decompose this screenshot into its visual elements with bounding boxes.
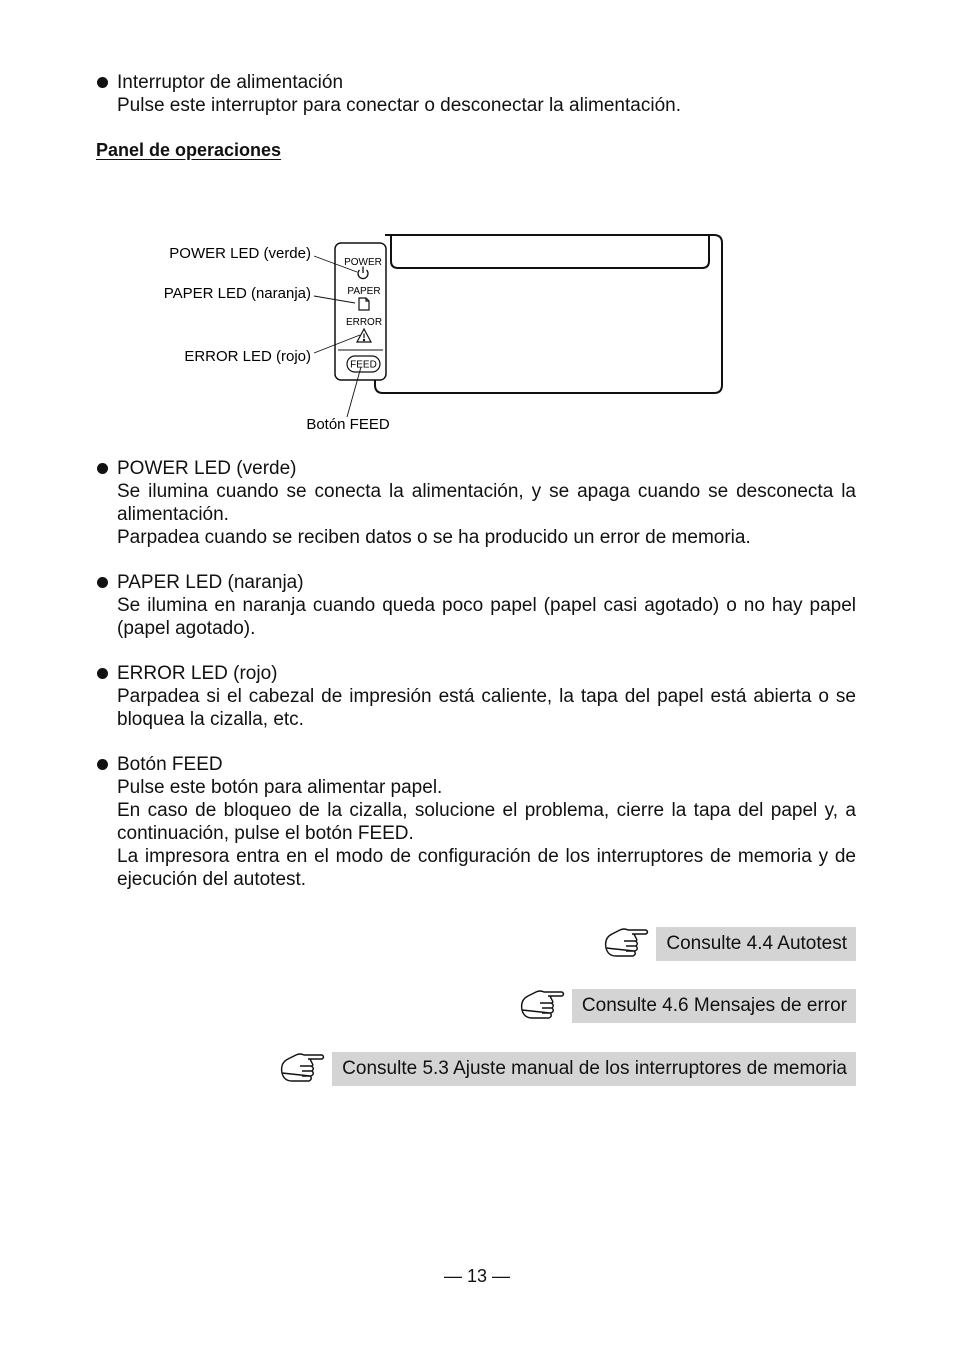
feed-button-text-1: Pulse este botón para alimentar papel. bbox=[117, 777, 443, 798]
power-led-text-1: Se ilumina cuando se conecta la alimentación, y se apaga cuando se desconecta la alimentación. bbox=[117, 481, 856, 525]
power-switch-title: Interruptor de alimentación bbox=[96, 71, 856, 94]
reference-memory-switches-label: Consulte 5.3 Ajuste manual de los interruptores de memoria bbox=[332, 1052, 856, 1086]
reference-memory-switches[interactable] bbox=[278, 1052, 856, 1086]
pointing-hand-icon bbox=[518, 988, 566, 1024]
printer-outline bbox=[375, 235, 722, 393]
error-led-description bbox=[96, 662, 856, 731]
power-led-text-2: Parpadea cuando se reciben datos o se ha producido un error de memoria. bbox=[117, 527, 751, 548]
power-switch-text: Pulse este interruptor para conectar o desconectar la alimentación. bbox=[117, 95, 681, 116]
feed-button-description bbox=[96, 753, 856, 891]
power-switch-description bbox=[96, 71, 856, 117]
reference-autotest-label: Consulte 4.4 Autotest bbox=[656, 927, 856, 961]
power-led-description bbox=[96, 457, 856, 549]
paper-led-text-1: Se ilumina en naranja cuando queda poco papel (papel casi agotado) o no hay papel (papel agotado). bbox=[117, 595, 856, 639]
feed-button-text-3: La impresora entra en el modo de configuración de los interruptores de memoria y de ejecución del autotest. bbox=[117, 846, 856, 890]
callout-feed-button: Botón FEED bbox=[306, 416, 390, 433]
power-led-title: POWER LED (verde) bbox=[96, 457, 856, 480]
pointing-hand-icon bbox=[278, 1051, 326, 1087]
error-led-text-1: Parpadea si el cabezal de impresión está caliente, la tapa del papel está abierta o se bloquea la cizalla, etc. bbox=[117, 686, 856, 730]
section-title: Panel de operaciones bbox=[96, 140, 282, 160]
callout-paper-led: PAPER LED (naranja) bbox=[163, 285, 311, 302]
pointing-hand-icon bbox=[602, 926, 650, 962]
feed-button-label: FEED bbox=[350, 359, 377, 371]
panel-label-paper: PAPER bbox=[347, 286, 381, 297]
feed-button-text-2: En caso de bloqueo de la cizalla, solucione el problema, cierre la tapa del papel y, a continuación, pulse el botón FEED. bbox=[117, 800, 856, 844]
panel-label-error: ERROR bbox=[345, 317, 383, 328]
paper-led-description bbox=[96, 571, 856, 640]
operation-panel-diagram bbox=[150, 225, 730, 440]
reference-autotest[interactable] bbox=[602, 927, 856, 961]
reference-error-messages[interactable] bbox=[518, 989, 856, 1023]
paper-led-title: PAPER LED (naranja) bbox=[96, 571, 856, 594]
feed-button-title: Botón FEED bbox=[96, 753, 856, 776]
callout-error-led: ERROR LED (rojo) bbox=[184, 348, 311, 365]
page-number: — 13 — bbox=[443, 1266, 511, 1286]
reference-error-messages-label: Consulte 4.6 Mensajes de error bbox=[572, 989, 856, 1023]
panel-label-power: POWER bbox=[344, 257, 382, 268]
callout-power-led: POWER LED (verde) bbox=[169, 245, 311, 262]
error-led-title: ERROR LED (rojo) bbox=[96, 662, 856, 685]
